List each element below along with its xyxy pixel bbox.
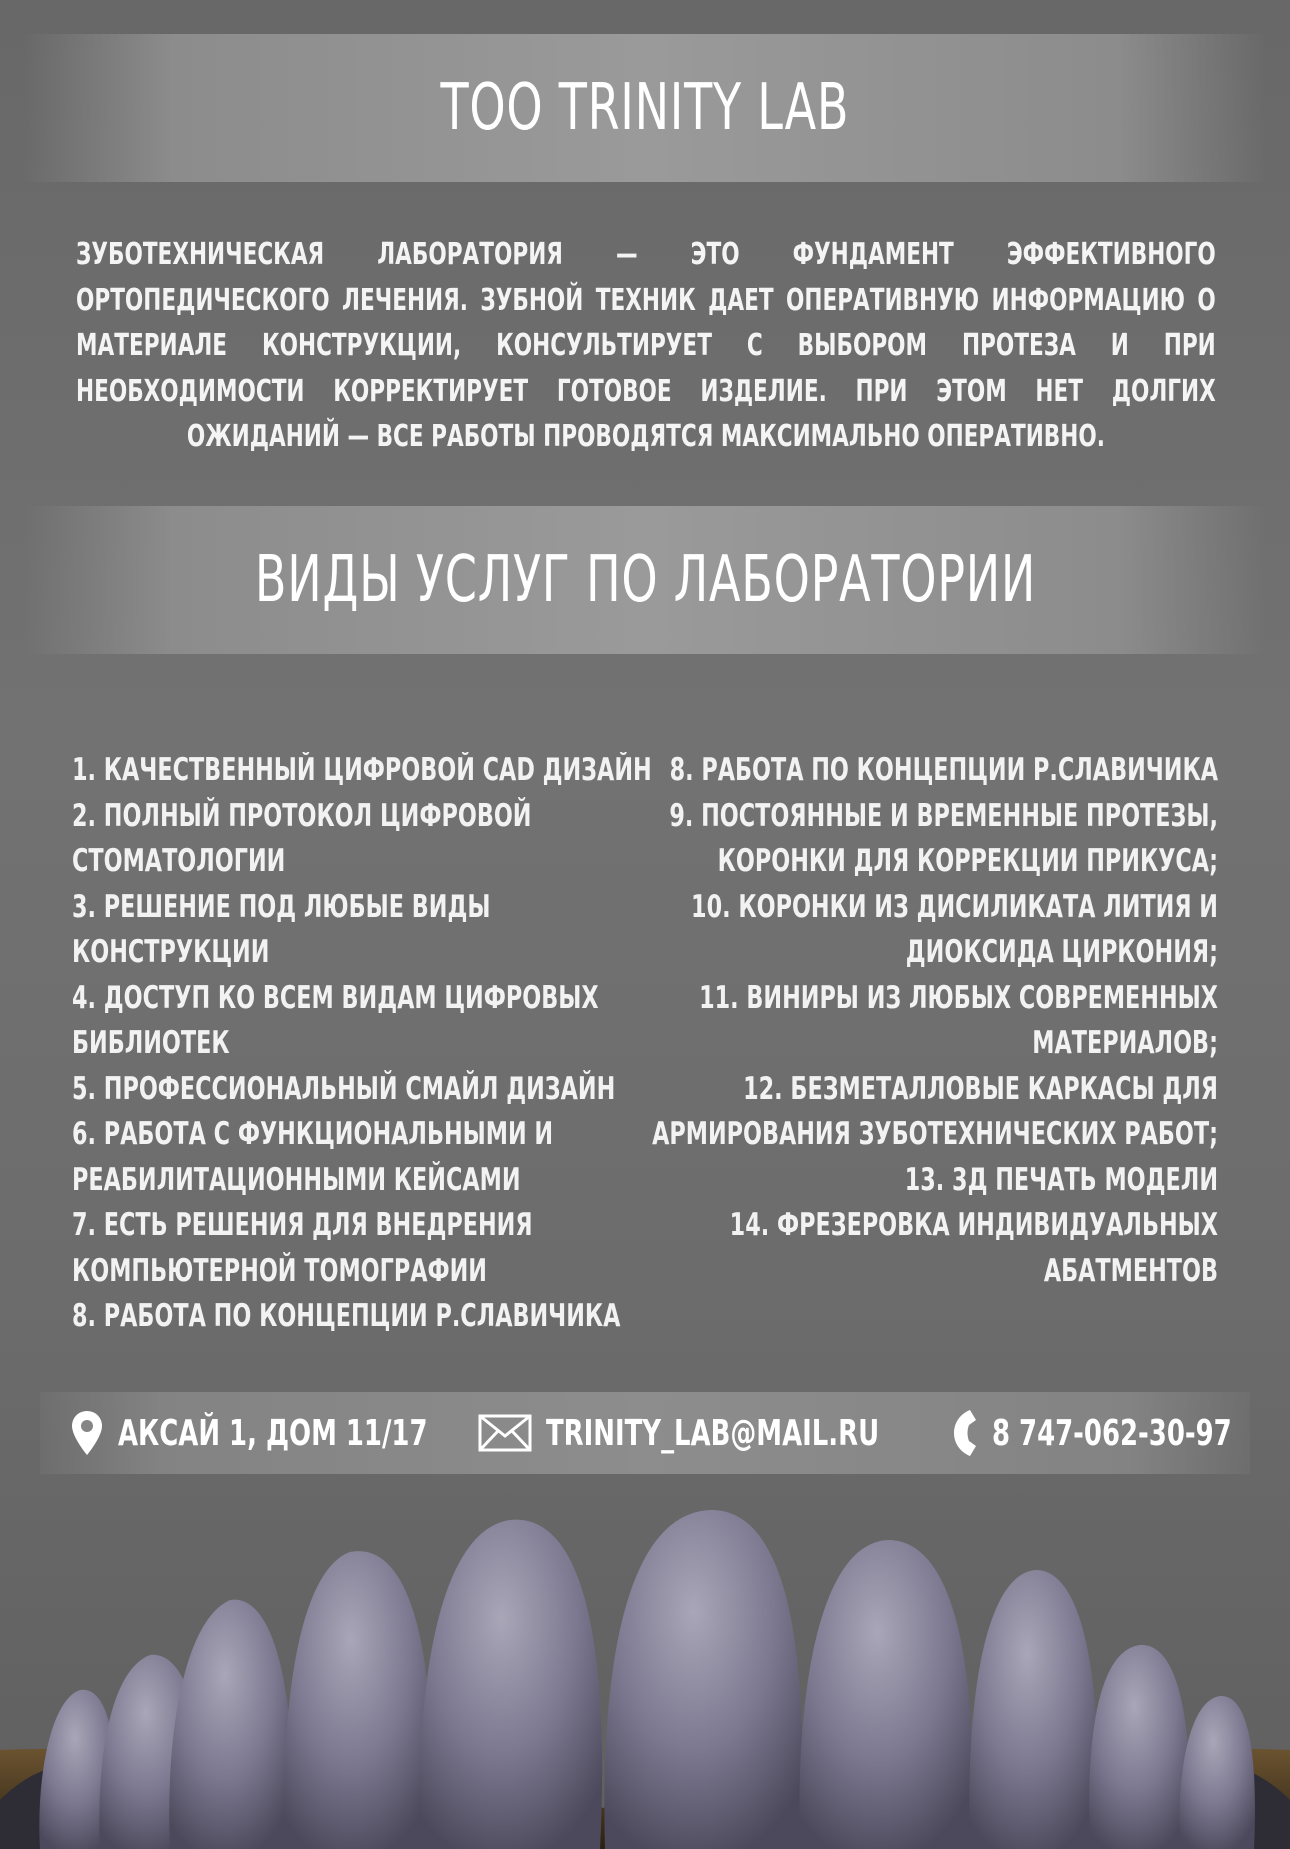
phone-text[interactable]: 8 747-062-30-97	[992, 1412, 1232, 1454]
title-band	[24, 34, 1266, 182]
intro-text: ЗУБОТЕХНИЧЕСКАЯ ЛАБОРАТОРИЯ — ЭТО ФУНДАМЕНТ ЭФФЕКТИВНОГО ОРТОПЕДИЧЕСКОГО ЛЕЧЕНИЯ. ЗУБНОЙ ТЕХНИК ДАЕТ ОПЕРАТИВНУЮ ИНФОРМАЦИЮ О МАТЕРИАЛЕ КОНСТРУКЦИИ, КОНСУЛЬТИРУЕТ С ВЫБОРОМ ПРОТЕЗА И ПРИ НЕОБХОДИМОСТИ КОРРЕКТИРУЕТ ГОТОВОЕ ИЗДЕЛИЕ. ПРИ ЭТОМ НЕТ ДОЛГИХ ОЖИДАНИЙ — ВСЕ РАБОТЫ ПРОВОДЯТСЯ МАКСИМАЛЬНО ОПЕРАТИВНО.	[76, 237, 1216, 454]
services-right-column	[606, 748, 1218, 1294]
contacts-bar	[40, 1392, 1250, 1474]
service-line: 2. ПОЛНЫЙ ПРОТОКОЛ ЦИФРОВОЙ	[72, 797, 532, 834]
service-line: АРМИРОВАНИЯ ЗУБОТЕХНИЧЕСКИХ РАБОТ;	[652, 1116, 1218, 1152]
service-line: ДИОКСИДА ЦИРКОНИЯ;	[905, 934, 1218, 970]
service-line: 1. КАЧЕСТВЕННЫЙ ЦИФРОВОЙ CAD ДИЗАЙН	[72, 752, 652, 788]
location-pin-icon	[70, 1409, 104, 1457]
service-line: 5. ПРОФЕССИОНАЛЬНЫЙ СМАЙЛ ДИЗАЙН	[72, 1070, 616, 1107]
service-line: 14. ФРЕЗЕРОВКА ИНДИВИДУАЛЬНЫХ	[729, 1207, 1218, 1243]
intro-paragraph	[76, 232, 1216, 460]
services-left-column	[72, 748, 684, 1340]
envelope-icon	[478, 1414, 532, 1452]
service-line: 9. ПОСТОЯННЫЕ И ВРЕМЕННЫЕ ПРОТЕЗЫ,	[669, 797, 1218, 834]
contact-phone[interactable]	[950, 1392, 1290, 1474]
service-line: РЕАБИЛИТАЦИОННЫМИ КЕЙСАМИ	[72, 1161, 521, 1198]
service-line: КОМПЬЮТЕРНОЙ ТОМОГРАФИИ	[72, 1252, 488, 1289]
email-text[interactable]: TRINITY_LAB@MAIL.RU	[546, 1412, 880, 1454]
service-line: КОНСТРУКЦИИ	[72, 934, 270, 970]
services-list	[72, 748, 1218, 1334]
service-line: МАТЕРИАЛОВ;	[1032, 1025, 1218, 1061]
service-line: 13. 3Д ПЕЧАТЬ МОДЕЛИ	[904, 1161, 1218, 1198]
page-title: ТОО TRINITY LAB	[440, 71, 850, 145]
service-line: АБАТМЕНТОВ	[1043, 1252, 1218, 1289]
service-line: 12. БЕЗМЕТАЛЛОВЫЕ КАРКАСЫ ДЛЯ	[743, 1070, 1218, 1107]
service-line: 7. ЕСТЬ РЕШЕНИЯ ДЛЯ ВНЕДРЕНИЯ	[72, 1207, 533, 1243]
service-line: КОРОНКИ ДЛЯ КОРРЕКЦИИ ПРИКУСА;	[717, 843, 1218, 879]
service-line: СТОМАТОЛОГИИ	[72, 843, 286, 879]
service-line: 3. РЕШЕНИЕ ПОД ЛЮБЫЕ ВИДЫ	[72, 888, 491, 925]
service-line: 8. РАБОТА ПО КОНЦЕПЦИИ Р.СЛАВИЧИКА	[669, 752, 1218, 788]
services-title: ВИДЫ УСЛУГ ПО ЛАБОРАТОРИИ	[254, 543, 1036, 617]
services-band	[24, 506, 1266, 654]
service-line: 10. КОРОНКИ ИЗ ДИСИЛИКАТА ЛИТИЯ И	[691, 888, 1218, 925]
service-line: 8. РАБОТА ПО КОНЦЕПЦИИ Р.СЛАВИЧИКА	[72, 1298, 621, 1334]
service-line: 4. ДОСТУП КО ВСЕМ ВИДАМ ЦИФРОВЫХ БИБЛИОТЕК	[72, 979, 599, 1061]
contact-address	[70, 1392, 548, 1474]
service-line: 11. ВИНИРЫ ИЗ ЛЮБЫХ СОВРЕМЕННЫХ	[699, 979, 1218, 1016]
service-line: 6. РАБОТА С ФУНКЦИОНАЛЬНЫМИ И	[72, 1116, 554, 1152]
dental-crowns-image	[0, 1500, 1290, 1849]
address-text: АКСАЙ 1, ДОМ 11/17	[118, 1412, 428, 1454]
phone-icon	[950, 1408, 978, 1458]
contact-email[interactable]	[478, 1392, 1009, 1474]
